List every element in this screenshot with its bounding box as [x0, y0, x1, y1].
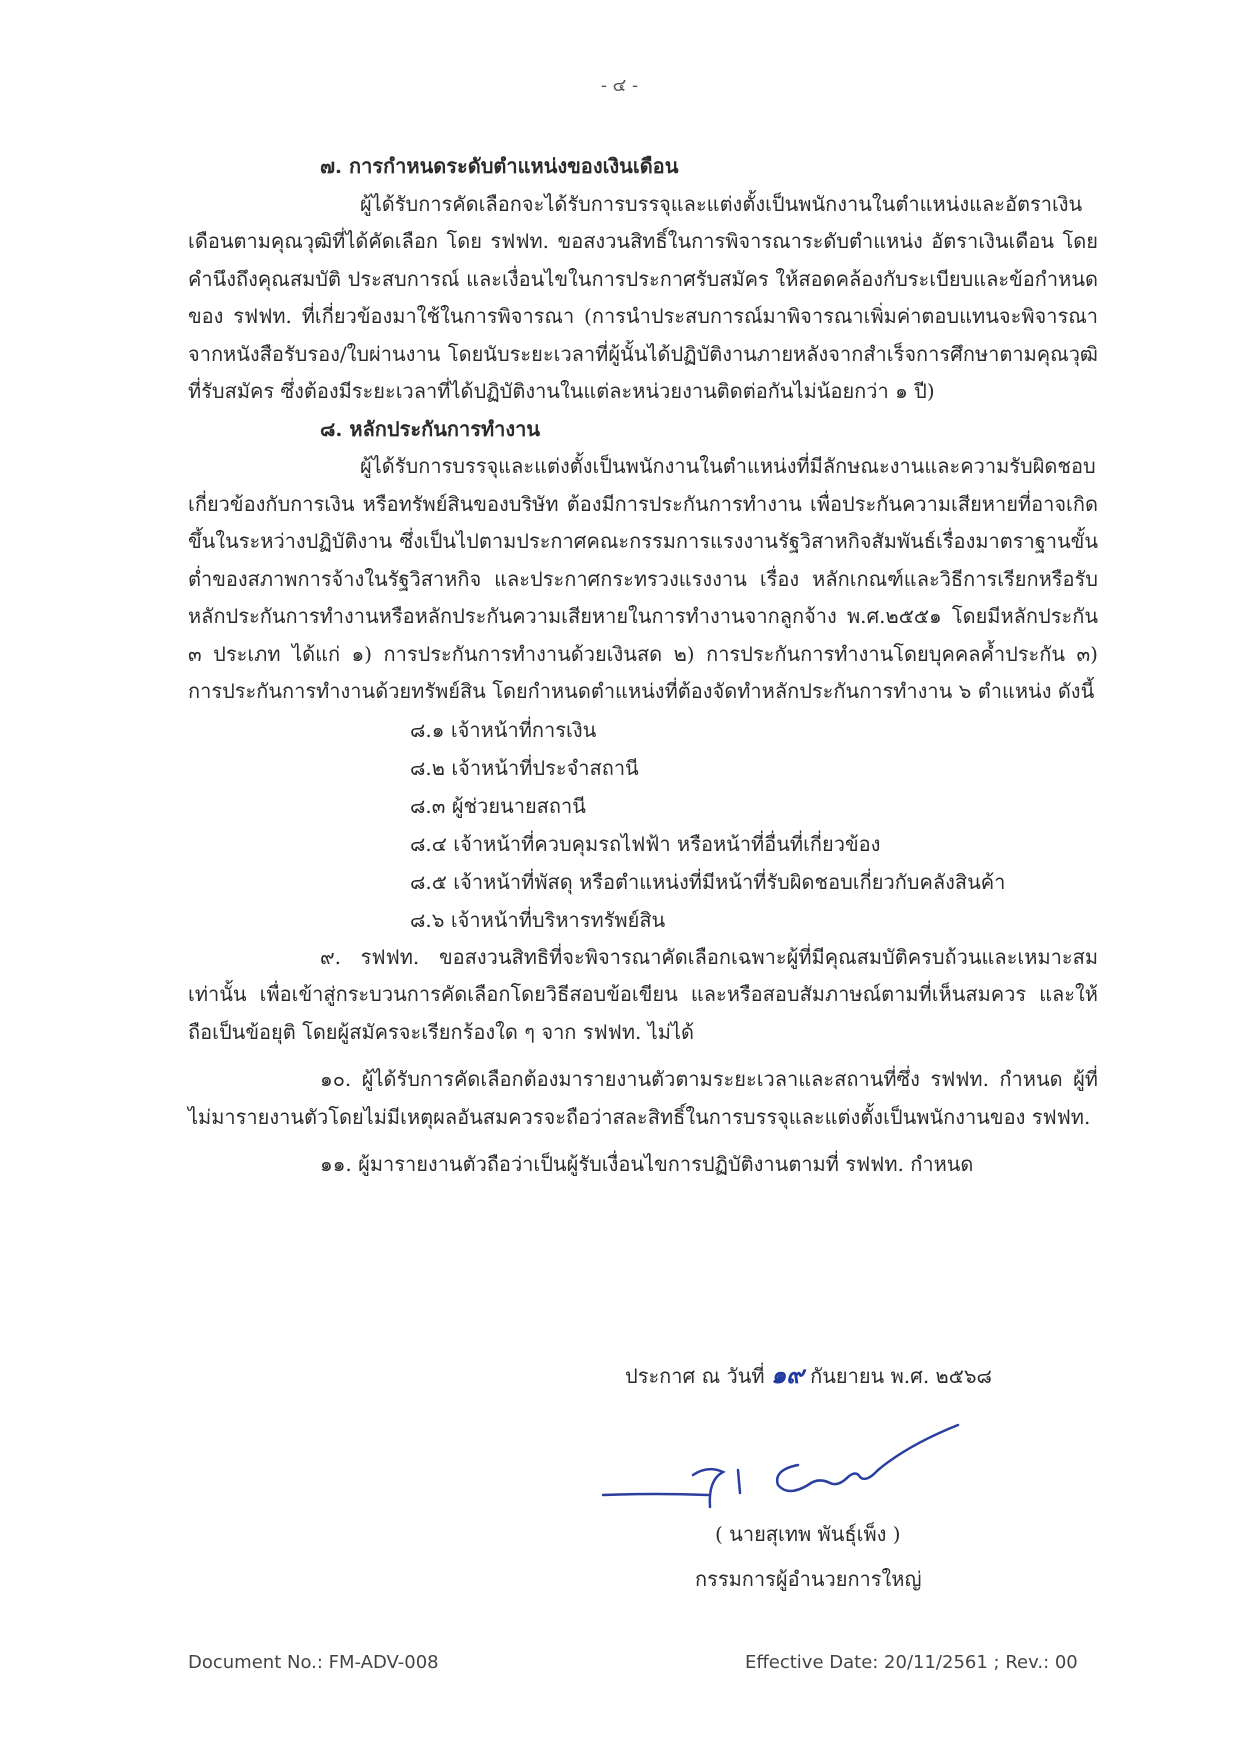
announcement-day: ๑๙ — [770, 1360, 804, 1389]
announcement-suffix: กันยายน พ.ศ. ๒๕๖๘ — [810, 1364, 992, 1388]
list-item: ๘.๖ เจ้าหน้าที่บริหารทรัพย์สิน — [410, 907, 666, 932]
section-7-heading: ๗. การกำหนดระดับตำแหน่งของเงินเดือน — [320, 154, 679, 178]
section-10-body: ๑๐. ผู้ได้รับการคัดเลือกต้องมารายงานตัวตามระยะเวลาและสถานที่ซึ่ง รฟฟท. กำหนด ผู้ที่ไม่มารายงานตัวโดยไม่มีเหตุผลอันสมควรจะถือว่าสละสิทธิ์ในการบรรจุและแต่งตั้งเป็นพนักงานของ รฟฟท. — [188, 1067, 1098, 1129]
section-9-body: ๙. รฟฟท. ขอสงวนสิทธิที่จะพิจารณาคัดเลือกเฉพาะผู้ที่มีคุณสมบัติครบถ้วนและเหมาะสมเท่านั้น เพื่อเข้าสู่กระบวนการคัดเลือกโดยวิธีสอบข้อเขียน และหรือสอบสัมภาษณ์ตามที่เห็นสมควร และให้ถือเป็นข้อยุติ โดยผู้สมัครจะเรียกร้องใด ๆ จาก รฟฟท. ไม่ได้ — [188, 944, 1098, 1044]
list-item: ๘.๑ เจ้าหน้าที่การเงิน — [410, 717, 597, 742]
section-8-list — [410, 711, 1098, 939]
signer-title: กรรมการผู้อำนวยการใหญ่ — [695, 1567, 922, 1591]
page-number: - ๔ - — [600, 75, 639, 96]
footer-document-number: Document No.: FM-ADV-008 — [188, 1652, 439, 1673]
list-item: ๘.๒ เจ้าหน้าที่ประจำสถานี — [410, 755, 639, 780]
document-body — [188, 148, 1098, 1184]
section-7-body: ผู้ได้รับการคัดเลือกจะได้รับการบรรจุและแต่งตั้งเป็นพนักงานในตำแหน่งและอัตราเงินเดือนตามคุณวุฒิที่ได้คัดเลือก โดย รฟฟท. ขอสงวนสิทธิ์ในการพิจารณาระดับตำแหน่ง อัตราเงินเดือน โดยคำนึงถึงคุณสมบัติ ประสบการณ์ และเงื่อนไขในการประกาศรับสมัคร ให้สอดคล้องกับระเบียบและข้อกำหนดของ รฟฟท. ที่เกี่ยวข้องมาใช้ในการพิจารณา (การนำประสบการณ์มาพิจารณาเพิ่มค่าตอบแทนจะพิจารณาจากหนังสือรับรอง/ใบผ่านงาน โดยนับระยะเวลาที่ผู้นั้นได้ปฏิบัติงานภายหลังจากสำเร็จการศึกษาตามคุณวุฒิที่รับสมัคร ซึ่งต้องมีระยะเวลาที่ได้ปฏิบัติงานในแต่ละหน่วยงานติดต่อกันไม่น้อยกว่า ๑ ปี) — [188, 191, 1098, 403]
announcement-prefix: ประกาศ ณ วันที่ — [625, 1364, 765, 1388]
section-11-body: ๑๑. ผู้มารายงานตัวถือว่าเป็นผู้รับเงื่อนไขการปฏิบัติงานตามที่ รฟฟท. กำหนด — [320, 1152, 974, 1176]
section-8-heading: ๘. หลักประกันการทำงาน — [320, 416, 541, 441]
section-8-body: ผู้ได้รับการบรรจุและแต่งตั้งเป็นพนักงานในตำแหน่งที่มีลักษณะงานและความรับผิดชอบเกี่ยวข้องกับการเงิน หรือทรัพย์สินของบริษัท ต้องมีการประกันการทำงาน เพื่อประกันความเสียหายที่อาจเกิดขึ้นในระหว่างปฏิบัติงาน ซึ่งเป็นไปตามประกาศคณะกรรมการแรงงานรัฐวิสาหกิจสัมพันธ์เรื่องมาตราฐานขั้นต่ำของสภาพการจ้างในรัฐวิสาหกิจ และประกาศกระทรวงแรงงาน เรื่อง หลักเกณฑ์และวิธีการเรียกหรือรับหลักประกันการทำงานหรือหลักประกันความเสียหายในการทำงานจากลูกจ้าง พ.ศ.๒๕๕๑ โดยมีหลักประกัน ๓ ประเภท ได้แก่ ๑) การประกันการทำงานด้วยเงินสด ๒) การประกันการทำงานโดยบุคคลค้ำประกัน ๓) การประกันการทำงานด้วยทรัพย์สิน โดยกำหนดตำแหน่งที่ต้องจัดทำหลักประกันการทำงาน ๖ ตำแหน่ง ดังนี้ — [188, 454, 1098, 703]
list-item: ๘.๓ ผู้ช่วยนายสถานี — [410, 793, 586, 818]
footer-effective-date: Effective Date: 20/11/2561 ; Rev.: 00 — [745, 1652, 1078, 1673]
list-item: ๘.๔ เจ้าหน้าที่ควบคุมรถไฟฟ้า หรือหน้าที่อื่นที่เกี่ยวข้อง — [410, 831, 881, 856]
signer-name: ( นายสุเทพ พันธุ์เพ็ง ) — [715, 1522, 901, 1546]
handwritten-signature — [598, 1415, 978, 1510]
announcement-date — [625, 1355, 992, 1394]
list-item: ๘.๕ เจ้าหน้าที่พัสดุ หรือตำแหน่งที่มีหน้าที่รับผิดชอบเกี่ยวกับคลังสินค้า — [410, 869, 1006, 894]
